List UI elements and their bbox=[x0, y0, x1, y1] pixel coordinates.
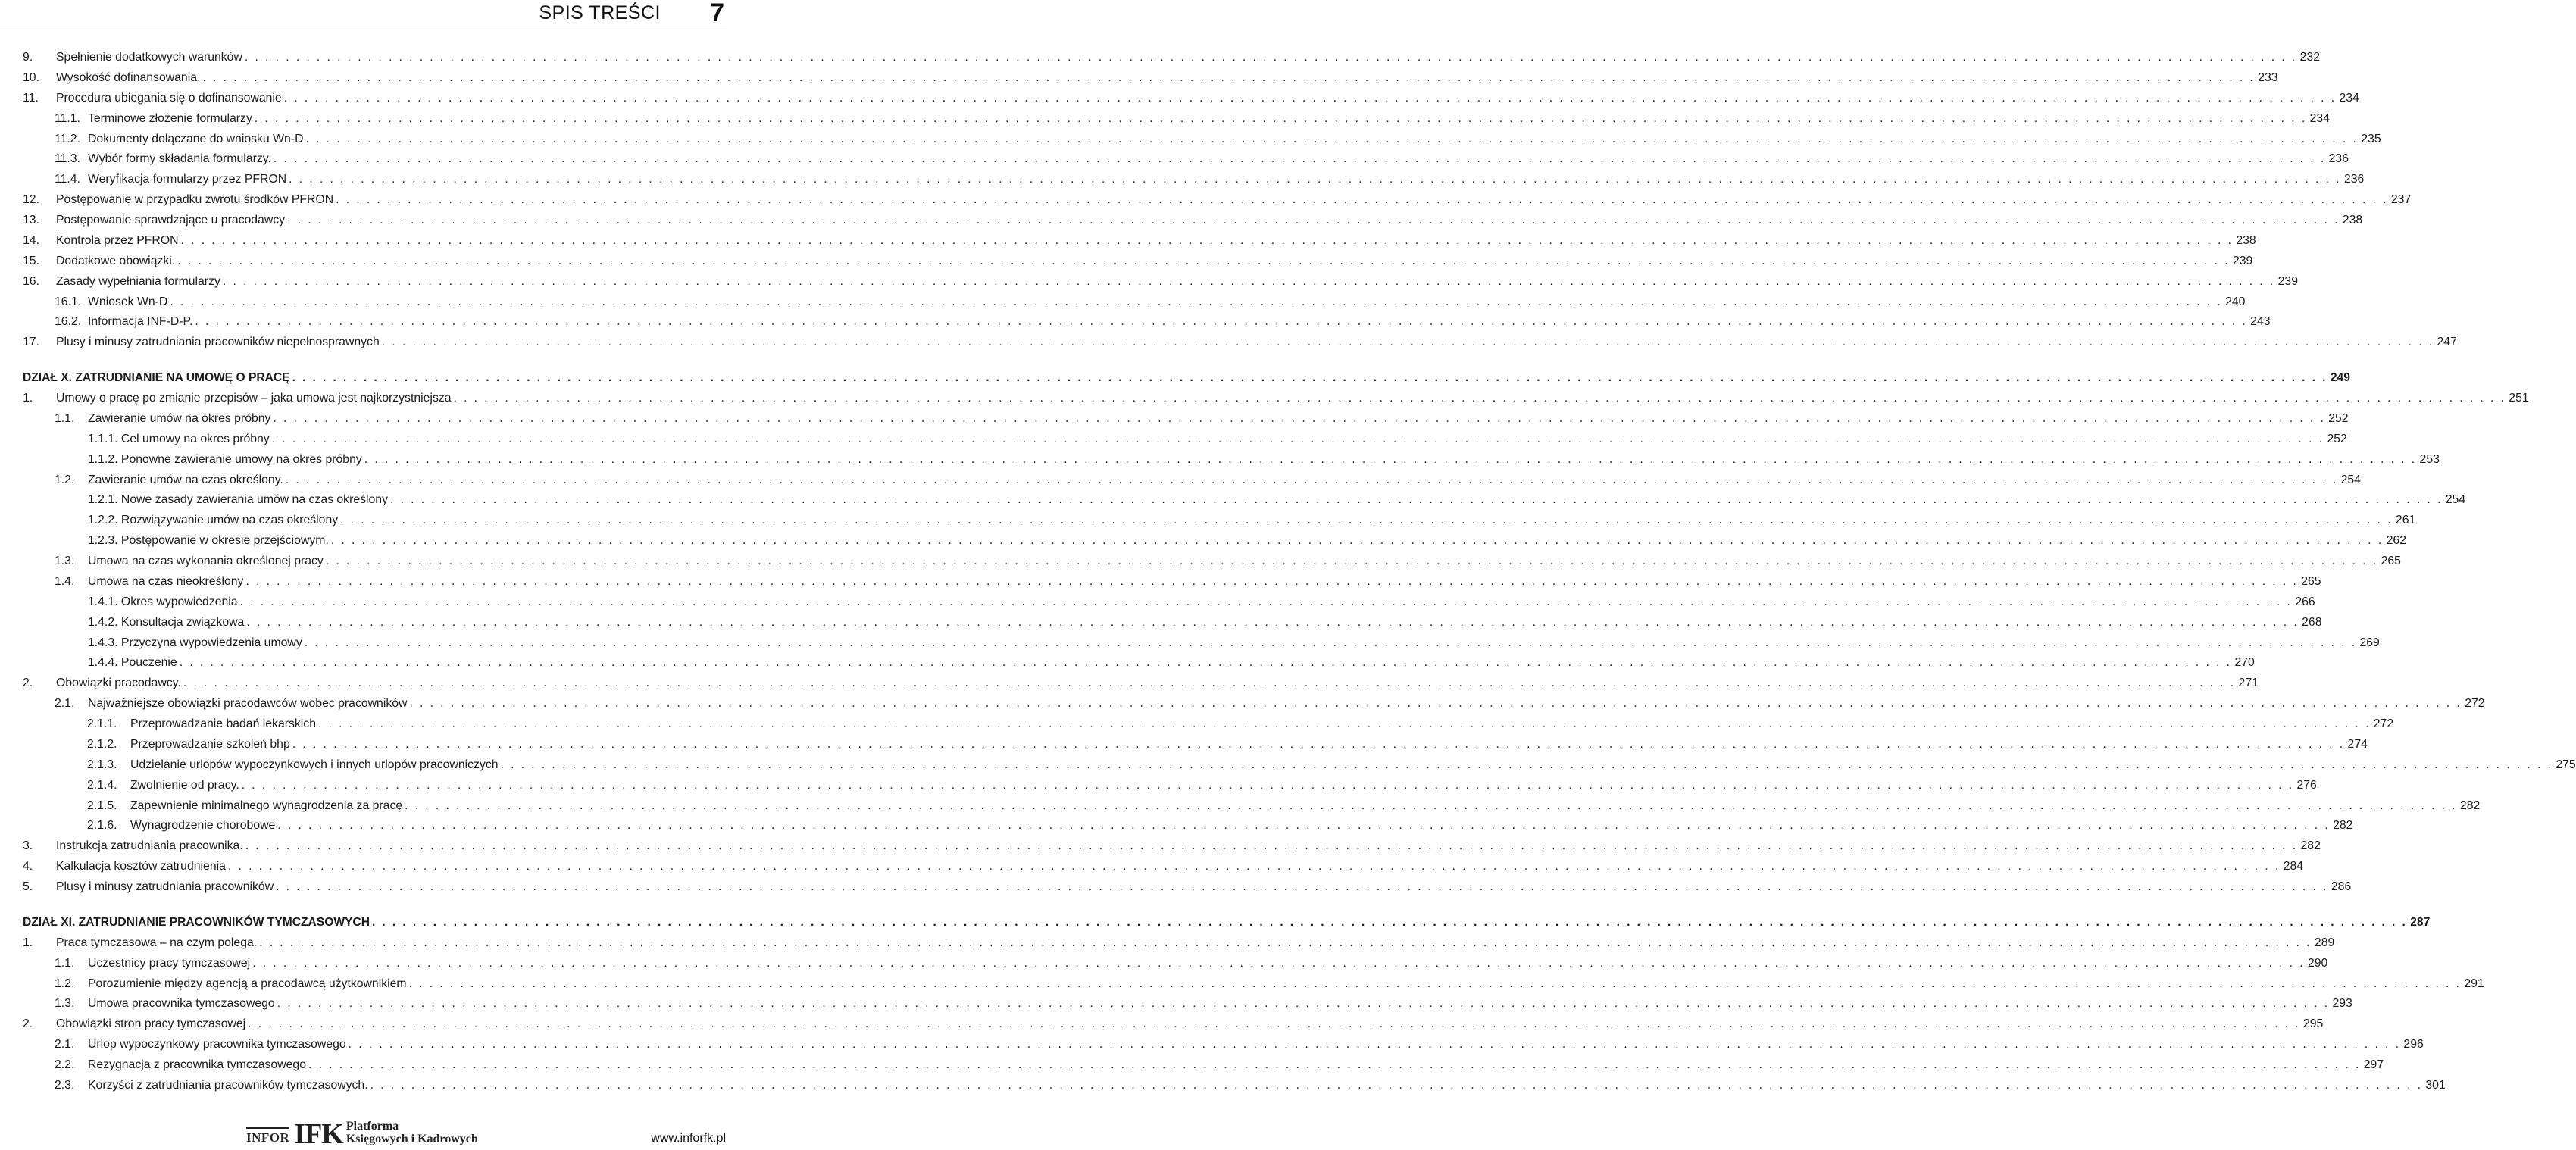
dot-leader: . . . . . . . . . . . . . . . . . . . . . . . . . . . . . . . . . . . . . . . . . . . . . . . . . . . . . . . . . . . . . . . . . . . . . . . . . . . . . . . . . . . . . . . . . . . . . . . . . . . . . . . . . . . . . . . . . . . . . . . . . . . . . . . . . . . . . . . . . . . . . . . . . . . . . . . . . . . . . . . . . . . . . . . . . . . . . . . . . . . . . . . . . . . . . . . . . . . . . . . . bbox=[285, 473, 2338, 486]
toc-entry-number: 14. bbox=[23, 233, 39, 247]
toc-page-number: 293 bbox=[2332, 997, 2352, 1011]
dot-leader: . . . . . . . . . . . . . . . . . . . . . . . . . . . . . . . . . . . . . . . . . . . . . . . . . . . . . . . . . . . . . . . . . . . . . . . . . . . . . . . . . . . . . . . . . . . . . . . . . . . . . . . . . . . . . . . . . . . . . . . . . . . . . . . . . . . . . . . . . . . . . . . . . . . . . . . . . . . . . . . . . . . . . . . . . . . . . . . . . . . . . . . . . . . . . . . . . . . . . . . . bbox=[409, 697, 2462, 711]
dot-leader: . . . . . . . . . . . . . . . . . . . . . . . . . . . . . . . . . . . . . . . . . . . . . . . . . . . . . . . . . . . . . . . . . . . . . . . . . . . . . . . . . . . . . . . . . . . . . . . . . . . . . . . . . . . . . . . . . . . . . . . . . . . . . . . . . . . . . . . . . . . . . . . . . . . . . . . . . . . . . . . . . . . . . . . . . . . . . . . . . . . . . . . . . . . . . . . . . . . . . . . . bbox=[245, 574, 2299, 588]
toc-entry-title: Weryfikacja formularzy przez PFRON bbox=[88, 173, 287, 186]
toc-page-number: 272 bbox=[2373, 717, 2394, 730]
toc-entry-title: Wybór formy składania formularzy. bbox=[88, 152, 271, 166]
toc-page-number: 236 bbox=[2343, 173, 2365, 186]
toc-entry-number: 2.1.6. bbox=[87, 819, 117, 833]
toc-entry-number: 1.2. bbox=[55, 977, 75, 990]
toc-entry[interactable] bbox=[23, 531, 2406, 552]
toc-page-number: 252 bbox=[2327, 432, 2347, 445]
toc-entry-title: Wynagrodzenie chorobowe bbox=[130, 819, 276, 833]
toc-entry[interactable] bbox=[23, 292, 2246, 313]
toc-entry-title: Przeprowadzanie szkoleń bhp bbox=[130, 737, 290, 751]
toc-entry[interactable] bbox=[23, 613, 2322, 633]
toc-entry-title: Kalkulacja kosztów zatrudnienia bbox=[56, 860, 226, 873]
toc-entry-title: Umowy o pracę po zmianie przepisów – jaka umowa jest najkorzystniejsza bbox=[56, 392, 452, 405]
dot-leader: . . . . . . . . . . . . . . . . . . . . . . . . . . . . . . . . . . . . . . . . . . . . . . . . . . . . . . . . . . . . . . . . . . . . . . . . . . . . . . . . . . . . . . . . . . . . . . . . . . . . . . . . . . . . . . . . . . . . . . . . . . . . . . . . . . . . . . . . . . . . . . . . . . . . . . . . . . . . . . . . . . . . . . . . . . . . . . . . . . . . . . . . . . . . . . . . . . . . . . . . bbox=[336, 193, 2388, 207]
dot-leader: . . . . . . . . . . . . . . . . . . . . . . . . . . . . . . . . . . . . . . . . . . . . . . . . . . . . . . . . . . . . . . . . . . . . . . . . . . . . . . . . . . . . . . . . . . . . . . . . . . . . . . . . . . . . . . . . . . . . . . . . . . . . . . . . . . . . . . . . . . . . . . . . . . . . . . . . . . . . . . . . . . . . . . . . . . . . . . . . . . . . . . . . . . . . . . . . . . . . . . . . bbox=[195, 315, 2248, 329]
dot-leader: . . . . . . . . . . . . . . . . . . . . . . . . . . . . . . . . . . . . . . . . . . . . . . . . . . . . . . . . . . . . . . . . . . . . . . . . . . . . . . . . . . . . . . . . . . . . . . . . . . . . . . . . . . . . . . . . . . . . . . . . . . . . . . . . . . . . . . . . . . . . . . . . . . . . . . . . . . . . . . . . . . . . . . . . . . . . . . . . . . . . . . . . . . . . . . . . . . . . . . . . bbox=[227, 860, 2281, 873]
toc-page-number: 276 bbox=[2296, 778, 2317, 792]
dot-leader: . . . . . . . . . . . . . . . . . . . . . . . . . . . . . . . . . . . . . . . . . . . . . . . . . . . . . . . . . . . . . . . . . . . . . . . . . . . . . . . . . . . . . . . . . . . . . . . . . . . . . . . . . . . . . . . . . . . . . . . . . . . . . . . . . . . . . . . . . . . . . . . . . . . . . . . . . . . . . . . . . . . . . . . . . . . . . . . . . . . . . . . . . . . . . . . . . . . . . . . . bbox=[170, 295, 2223, 308]
toc-entry-number: 2.3. bbox=[55, 1078, 75, 1092]
dot-leader: . . . . . . . . . . . . . . . . . . . . . . . . . . . . . . . . . . . . . . . . . . . . . . . . . . . . . . . . . . . . . . . . . . . . . . . . . . . . . . . . . . . . . . . . . . . . . . . . . . . . . . . . . . . . . . . . . . . . . . . . . . . . . . . . . . . . . . . . . . . . . . . . . . . . . . . . . . . . . . . . . . . . . . . . . . . . . . . . . . . . . . . . . . . . . . . . . . . . . . . . bbox=[246, 615, 2299, 629]
toc-entry-number: 2.1.1. bbox=[87, 717, 117, 730]
toc-entry-number: 2. bbox=[23, 677, 33, 690]
toc-page-number: 252 bbox=[2328, 411, 2349, 425]
toc-entry-title: Praca tymczasowa – na czym polega. bbox=[56, 936, 258, 949]
toc-entry-title: Obowiązki pracodawcy. bbox=[56, 677, 181, 690]
toc-page-number: 238 bbox=[2342, 214, 2363, 227]
toc-page-number: 262 bbox=[2386, 534, 2406, 548]
toc-page-number: 239 bbox=[2277, 274, 2298, 288]
toc-entry-title: Kontrola przez PFRON bbox=[56, 233, 179, 247]
dot-leader: . . . . . . . . . . . . . . . . . . . . . . . . . . . . . . . . . . . . . . . . . . . . . . . . . . . . . . . . . . . . . . . . . . . . . . . . . . . . . . . . . . . . . . . . . . . . . . . . . . . . . . . . . . . . . . . . . . . . . . . . . . . . . . . . . . . . . . . . . . . . . . . . . . . . . . . . . . . . . . . . . . . . . . . . . . . . . . . . . . . . . . . . . . . . . . . . . . . . . . . . bbox=[318, 717, 2371, 730]
dot-leader: . . . . . . . . . . . . . . . . . . . . . . . . . . . . . . . . . . . . . . . . . . . . . . . . . . . . . . . . . . . . . . . . . . . . . . . . . . . . . . . . . . . . . . . . . . . . . . . . . . . . . . . . . . . . . . . . . . . . . . . . . . . . . . . . . . . . . . . . . . . . . . . . . . . . . . . . . . . . . . . . . . . . . . . . . . . . . . . . . . . . . . . . . . . . . . . . . . . . . . . . bbox=[177, 254, 2230, 267]
toc-page-number: 253 bbox=[2419, 452, 2440, 466]
toc-entry-number: 11.4. bbox=[55, 173, 80, 186]
toc-page-number: 235 bbox=[2361, 132, 2381, 145]
dot-leader: . . . . . . . . . . . . . . . . . . . . . . . . . . . . . . . . . . . . . . . . . . . . . . . . . . . . . . . . . . . . . . . . . . . . . . . . . . . . . . . . . . . . . . . . . . . . . . . . . . . . . . . . . . . . . . . . . . . . . . . . . . . . . . . . . . . . . . . . . . . . . . . . . . . . . . . . . . . . . . . . . . . . . . . . . . . . . . . . . . . . . . . . . . . . . . . . . . . . . . . . bbox=[390, 493, 2443, 507]
toc-page-number: 236 bbox=[2328, 152, 2349, 166]
toc-entry-title: Zasady wypełniania formularzy bbox=[56, 274, 220, 288]
toc-entry[interactable] bbox=[23, 312, 2271, 333]
toc-entry-number: 4. bbox=[23, 860, 33, 873]
toc-entry-title: Umowa na czas nieokreślony bbox=[88, 574, 244, 588]
toc-page-number: 295 bbox=[2302, 1017, 2324, 1031]
dot-leader: . . . . . . . . . . . . . . . . . . . . . . . . . . . . . . . . . . . . . . . . . . . . . . . . . . . . . . . . . . . . . . . . . . . . . . . . . . . . . . . . . . . . . . . . . . . . . . . . . . . . . . . . . . . . . . . . . . . . . . . . . . . . . . . . . . . . . . . . . . . . . . . . . . . . . . . . . . . . . . . . . . . . . . . . . . . . . . . . . . . . . . . . . . . . . . . . . . . . . . . . bbox=[245, 839, 2298, 853]
toc-group-1 bbox=[23, 48, 2457, 353]
toc-entry-number: 11.1. bbox=[55, 111, 80, 125]
page-number: 7 bbox=[710, 0, 724, 27]
toc-entry-title: Dodatkowe obowiązki. bbox=[56, 254, 176, 267]
toc-entry[interactable] bbox=[23, 974, 2484, 995]
dot-leader: . . . . . . . . . . . . . . . . . . . . . . . . . . . . . . . . . . . . . . . . . . . . . . . . . . . . . . . . . . . . . . . . . . . . . . . . . . . . . . . . . . . . . . . . . . . . . . . . . . . . . . . . . . . . . . . . . . . . . . . . . . . . . . . . . . . . . . . . . . . . . . . . . . . . . . . . . . . . . . . . . . . . . . . . . . . . . . . . . . . . . . . . . . . . . . . . . . . . . . . . bbox=[283, 91, 2337, 105]
toc-entry-title: Postępowanie w przypadku zwrotu środków PFRON bbox=[56, 193, 334, 207]
dot-leader: . . . . . . . . . . . . . . . . . . . . . . . . . . . . . . . . . . . . . . . . . . . . . . . . . . . . . . . . . . . . . . . . . . . . . . . . . . . . . . . . . . . . . . . . . . . . . . . . . . . . . . . . . . . . . . . . . . . . . . . . . . . . . . . . . . . . . . . . . . . . . . . . . . . . . . . . . . . . . . . . . . . . . . . . . . . . . . . . . . . . . . . . . . . . . . . . . . . . . . . . bbox=[241, 778, 2294, 792]
toc-page-number: 287 bbox=[2410, 915, 2431, 929]
dot-leader: . . . . . . . . . . . . . . . . . . . . . . . . . . . . . . . . . . . . . . . . . . . . . . . . . . . . . . . . . . . . . . . . . . . . . . . . . . . . . . . . . . . . . . . . . . . . . . . . . . . . . . . . . . . . . . . . . . . . . . . . . . . . . . . . . . . . . . . . . . . . . . . . . . . . . . . . . . . . . . . . . . . . . . . . . . . . . . . . . . . . . . . . . . . . . . . . . . . . . . . . bbox=[277, 819, 2331, 833]
toc-entry-number: 11. bbox=[23, 91, 39, 105]
toc-entry-number: 16. bbox=[23, 274, 39, 288]
toc-entry-number: 9. bbox=[23, 51, 33, 64]
toc-entry-title: Terminowe złożenie formularzy bbox=[88, 111, 252, 125]
toc-page-number: 270 bbox=[2234, 656, 2255, 670]
toc-entry-number: 1.1. bbox=[55, 956, 75, 970]
toc-page-number: 238 bbox=[2236, 233, 2256, 247]
toc-entry[interactable] bbox=[23, 170, 2365, 190]
dot-leader: . . . . . . . . . . . . . . . . . . . . . . . . . . . . . . . . . . . . . . . . . . . . . . . . . . . . . . . . . . . . . . . . . . . . . . . . . . . . . . . . . . . . . . . . . . . . . . . . . . . . . . . . . . . . . . . . . . . . . . . . . . . . . . . . . . . . . . . . . . . . . . . . . . . . . . . . . . . . . . . . . . . . . . . . . . . . . . . . . . . . . . . . . . . . . . . . . . . . . . . . bbox=[305, 132, 2359, 145]
toc-entry-title: 1.4.4. Pouczenie bbox=[88, 656, 177, 670]
dot-leader: . . . . . . . . . . . . . . . . . . . . . . . . . . . . . . . . . . . . . . . . . . . . . . . . . . . . . . . . . . . . . . . . . . . . . . . . . . . . . . . . . . . . . . . . . . . . . . . . . . . . . . . . . . . . . . . . . . . . . . . . . . . . . . . . . . . . . . . . . . . . . . . . . . . . . . . . . . . . . . . . . . . . . . . . . . . . . . . . . . . . . . . . . . . . . . . . . . . . . . . . bbox=[330, 534, 2384, 548]
toc-entry-title: Dokumenty dołączane do wniosku Wn-D bbox=[88, 132, 304, 145]
platform-logo-text bbox=[346, 1120, 478, 1145]
toc-page-number: 265 bbox=[2301, 574, 2321, 588]
toc-entry-title: 1.4.3. Przyczyna wypowiedzenia umowy bbox=[88, 636, 302, 649]
dot-leader: . . . . . . . . . . . . . . . . . . . . . . . . . . . . . . . . . . . . . . . . . . . . . . . . . . . . . . . . . . . . . . . . . . . . . . . . . . . . . . . . . . . . . . . . . . . . . . . . . . . . . . . . . . . . . . . . . . . . . . . . . . . . . . . . . . . . . . . . . . . . . . . . . . . . . . . . . . . . . . . . . . . . . . . . . . . . . . . . . . . . . . . . . . . . . . . . . . . . . . . . bbox=[381, 336, 2434, 349]
dot-leader: . . . . . . . . . . . . . . . . . . . . . . . . . . . . . . . . . . . . . . . . . . . . . . . . . . . . . . . . . . . . . . . . . . . . . . . . . . . . . . . . . . . . . . . . . . . . . . . . . . . . . . . . . . . . . . . . . . . . . . . . . . . . . . . . . . . . . . . . . . . . . . . . . . . . . . . . . . . . . . . . . . . . . . . . . . . . . . . . . . . . . . . . . . . . . . . . . . . . . . . . bbox=[271, 432, 2324, 445]
ifk-logo: IFK bbox=[294, 1118, 343, 1150]
toc-page-number: 233 bbox=[2258, 70, 2278, 84]
toc-entry-number: 1.2. bbox=[55, 473, 75, 486]
dot-leader: . . . . . . . . . . . . . . . . . . . . . . . . . . . . . . . . . . . . . . . . . . . . . . . . . . . . . . . . . . . . . . . . . . . . . . . . . . . . . . . . . . . . . . . . . . . . . . . . . . . . . . . . . . . . . . . . . . . . . . . . . . . . . . . . . . . . . . . . . . . . . . . . . . . . . . . . . . . . . . . . . . . . . . . . . . . . . . . . . . . . . . . . . . . . . . . . . . . . . . . . bbox=[292, 371, 2327, 385]
toc-entry[interactable] bbox=[23, 1014, 2324, 1035]
dot-leader: . . . . . . . . . . . . . . . . . . . . . . . . . . . . . . . . . . . . . . . . . . . . . . . . . . . . . . . . . . . . . . . . . . . . . . . . . . . . . . . . . . . . . . . . . . . . . . . . . . . . . . . . . . . . . . . . . . . . . . . . . . . . . . . . . . . . . . . . . . . . . . . . . . . . . . . . . . . . . . . . . . . . . . . . . . . . . . . . . . . . . . . . . . . . . . . . . . . . . . . . bbox=[259, 936, 2312, 949]
toc-entry-number: 2.1.2. bbox=[87, 737, 117, 751]
toc-entry-title: Udzielanie urlopów wypoczynkowych i innych urlopów pracowniczych bbox=[130, 758, 499, 771]
toc-part-heading[interactable] bbox=[23, 913, 2431, 933]
toc-group-3 bbox=[23, 913, 2484, 1096]
toc-entry-number: 2.1.3. bbox=[87, 758, 117, 771]
toc-entry-title: Zawieranie umów na okres próbny bbox=[88, 411, 271, 425]
toc-entry[interactable] bbox=[23, 109, 2330, 130]
toc-entry-number: 2.1.5. bbox=[87, 798, 117, 812]
dot-leader: . . . . . . . . . . . . . . . . . . . . . . . . . . . . . . . . . . . . . . . . . . . . . . . . . . . . . . . . . . . . . . . . . . . . . . . . . . . . . . . . . . . . . . . . . . . . . . . . . . . . . . . . . . . . . . . . . . . . . . . . . . . . . . . . . . . . . . . . . . . . . . . . . . . . . . . . . . . . . . . . . . . . . . . . . . . . . . . . . . . . . . . . . . . . . . . . . . . . . . . . bbox=[287, 214, 2340, 227]
dot-leader: . . . . . . . . . . . . . . . . . . . . . . . . . . . . . . . . . . . . . . . . . . . . . . . . . . . . . . . . . . . . . . . . . . . . . . . . . . . . . . . . . . . . . . . . . . . . . . . . . . . . . . . . . . . . . . . . . . . . . . . . . . . . . . . . . . . . . . . . . . . . . . . . . . . . . . . . . . . . . . . . . . . . . . . . . . . . . . . . . . . . . . . . . . . . . . . . . . . . . . . . bbox=[273, 411, 2326, 425]
toc-entry-number: 1. bbox=[23, 936, 33, 949]
section-title: SPIS TREŚCI bbox=[539, 2, 661, 23]
toc-entry[interactable] bbox=[23, 796, 2481, 817]
toc-entry-number: 17. bbox=[23, 336, 39, 349]
toc-page-number: 290 bbox=[2307, 956, 2328, 970]
dot-leader: . . . . . . . . . . . . . . . . . . . . . . . . . . . . . . . . . . . . . . . . . . . . . . . . . . . . . . . . . . . . . . . . . . . . . . . . . . . . . . . . . . . . . . . . . . . . . . . . . . . . . . . . . . . . . . . . . . . . . . . . . . . . . . . . . . . . . . . . . . . . . . . . . . . . . . . . . . . . . . . . . . . . . . . . . . . . . . . . . . . . . . . . . . . . . . . . . . . . . . . . bbox=[244, 51, 2297, 64]
dot-leader: . . . . . . . . . . . . . . . . . . . . . . . . . . . . . . . . . . . . . . . . . . . . . . . . . . . . . . . . . . . . . . . . . . . . . . . . . . . . . . . . . . . . . . . . . . . . . . . . . . . . . . . . . . . . . . . . . . . . . . . . . . . . . . . . . . . . . . . . . . . . . . . . . . . . . . . . . . . . . . . . . . . . . . . . . . . . . . . . . . . . . . . . . . . . . . . . . . . . . . . . bbox=[180, 233, 2234, 247]
toc-page-number: 266 bbox=[2295, 595, 2315, 608]
toc-page-number: 282 bbox=[2459, 798, 2481, 812]
toc-entry[interactable] bbox=[23, 252, 2253, 272]
toc-entry-title: 1.1.1. Cel umowy na okres próbny bbox=[88, 432, 270, 445]
dot-leader: . . . . . . . . . . . . . . . . . . . . . . . . . . . . . . . . . . . . . . . . . . . . . . . . . . . . . . . . . . . . . . . . . . . . . . . . . . . . . . . . . . . . . . . . . . . . . . . . . . . . . . . . . . . . . . . . . . . . . . . . . . . . . . . . . . . . . . . . . . . . . . . . . . . . . . . . . . . . . . . . . . . . . . . . . . . . . . . . . . . . . . . . . . . . . . . . . . . . . . . . bbox=[289, 173, 2341, 186]
toc-entry-number: 12. bbox=[23, 193, 39, 207]
section-gap bbox=[23, 353, 722, 368]
toc-page-number: 268 bbox=[2302, 615, 2322, 629]
toc-page-number: 297 bbox=[2363, 1058, 2384, 1071]
toc-entry[interactable] bbox=[23, 68, 2278, 89]
toc-entry-title: Instrukcja zatrudniania pracownika. bbox=[56, 839, 243, 853]
toc-entry-title: Urlop wypoczynkowy pracownika tymczasowego bbox=[88, 1038, 346, 1052]
toc-entry-number: 1. bbox=[23, 392, 33, 405]
dot-leader: . . . . . . . . . . . . . . . . . . . . . . . . . . . . . . . . . . . . . . . . . . . . . . . . . . . . . . . . . . . . . . . . . . . . . . . . . . . . . . . . . . . . . . . . . . . . . . . . . . . . . . . . . . . . . . . . . . . . . . . . . . . . . . . . . . . . . . . . . . . . . . . . . . . . . . . . . . . . . . . . . . . . . . . . . . . . . . . . . . . . . . . . . . . . . . . . . . . . . . . . bbox=[453, 392, 2506, 405]
toc-entry-title: 1.4.2. Konsultacja związkowa bbox=[88, 615, 245, 629]
toc-page-number: 271 bbox=[2238, 677, 2259, 690]
toc-entry[interactable] bbox=[23, 735, 2368, 755]
toc-entry[interactable] bbox=[23, 231, 2256, 252]
dot-leader: . . . . . . . . . . . . . . . . . . . . . . . . . . . . . . . . . . . . . . . . . . . . . . . . . . . . . . . . . . . . . . . . . . . . . . . . . . . . . . . . . . . . . . . . . . . . . . . . . . . . . . . . . . . . . . . . . . . . . . . . . . . . . . . . . . . . . . . . . . . . . . . . . . . . . . . . . . . . . . . . . . . . . . . . . . . . . . . . . . . . . . . . . . . . . . . . . . . . . . . . bbox=[325, 555, 2378, 567]
dot-leader: . . . . . . . . . . . . . . . . . . . . . . . . . . . . . . . . . . . . . . . . . . . . . . . . . . . . . . . . . . . . . . . . . . . . . . . . . . . . . . . . . . . . . . . . . . . . . . . . . . . . . . . . . . . . . . . . . . . . . . . . . . . . . . . . . . . . . . . . . . . . . . . . . . . . . . . . . . . . . . . . . . . . . . . . . . . . . . . . . . . . . . . . . . . . . . . . . . . . . . . . bbox=[292, 737, 2345, 751]
toc-entry[interactable] bbox=[23, 755, 2576, 776]
toc-entry-number: 2.2. bbox=[55, 1058, 75, 1071]
toc-page-number: 289 bbox=[2314, 936, 2335, 949]
toc-entry-number: 2.1.4. bbox=[87, 778, 117, 792]
toc-entry-title: Uczestnicy pracy tymczasowej bbox=[88, 956, 251, 970]
toc-page-number: 269 bbox=[2359, 636, 2380, 649]
dot-leader: . . . . . . . . . . . . . . . . . . . . . . . . . . . . . . . . . . . . . . . . . . . . . . . . . . . . . . . . . . . . . . . . . . . . . . . . . . . . . . . . . . . . . . . . . . . . . . . . . . . . . . . . . . . . . . . . . . . . . . . . . . . . . . . . . . . . . . . . . . . . . . . . . . . . . . . . . . . . . . . . . . . . . . . . . . . . . . . . . . . . . . . . . . . . . . . . . . . . . . . . bbox=[348, 1038, 2401, 1052]
toc-page-number: 282 bbox=[2333, 819, 2353, 833]
toc-entry-number: 2.1. bbox=[55, 1038, 75, 1052]
toc-entry[interactable] bbox=[23, 776, 2317, 796]
toc-entry[interactable] bbox=[23, 1055, 2384, 1076]
toc-entry[interactable] bbox=[23, 470, 2361, 491]
toc-entry[interactable] bbox=[23, 954, 2328, 974]
toc-entry[interactable] bbox=[23, 409, 2349, 430]
toc-entry-title: DZIAŁ X. ZATRUDNIANIE NA UMOWĘ O PRACĘ bbox=[23, 371, 290, 385]
toc-entry[interactable] bbox=[23, 933, 2335, 954]
toc-entry[interactable] bbox=[23, 272, 2298, 292]
toc-page-number: 234 bbox=[2339, 91, 2359, 105]
toc-entry-title: Spełnienie dodatkowych warunków bbox=[56, 51, 242, 64]
toc-page-number: 239 bbox=[2232, 254, 2253, 267]
toc-entry-title: Przeprowadzanie badań lekarskich bbox=[130, 717, 316, 730]
dot-leader: . . . . . . . . . . . . . . . . . . . . . . . . . . . . . . . . . . . . . . . . . . . . . . . . . . . . . . . . . . . . . . . . . . . . . . . . . . . . . . . . . . . . . . . . . . . . . . . . . . . . . . . . . . . . . . . . . . . . . . . . . . . . . . . . . . . . . . . . . . . . . . . . . . . . . . . . . . . . . . . . . . . . . . . . . . . . . . . . . . . . . . . . . . . . . . . . . . . . . . . . bbox=[248, 1017, 2300, 1031]
toc-entry-number: 2. bbox=[23, 1017, 33, 1031]
dot-leader: . . . . . . . . . . . . . . . . . . . . . . . . . . . . . . . . . . . . . . . . . . . . . . . . . . . . . . . . . . . . . . . . . . . . . . . . . . . . . . . . . . . . . . . . . . . . . . . . . . . . . . . . . . . . . . . . . . . . . . . . . . . . . . . . . . . . . . . . . . . . . . . . . . . . . . . . . . . . . . . . . . . . . . . . . . . . . . . . . . . . . . . . . . . . . . . . . . . . . . . . bbox=[222, 274, 2275, 288]
toc-entry-title: Postępowanie sprawdzające u pracodawcy bbox=[56, 214, 286, 227]
toc-page-number: 286 bbox=[2331, 880, 2352, 893]
toc-entry-title: 1.2.1. Nowe zasady zawierania umów na czas określony bbox=[88, 493, 388, 507]
platform-line-2: Księgowych i Kadrowych bbox=[345, 1133, 478, 1145]
toc-entry-title: Korzyści z zatrudniania pracowników tymczasowych. bbox=[88, 1078, 368, 1092]
toc-entry-title: Zapewnienie minimalnego wynagrodzenia za pracę bbox=[130, 798, 403, 812]
toc-entry-title: 1.2.3. Postępowanie w okresie przejściowym. bbox=[88, 534, 329, 548]
toc-entry-number: 3. bbox=[23, 839, 33, 853]
toc-page-number: 274 bbox=[2347, 737, 2368, 751]
toc-entry-title: Wysokość dofinansowania. bbox=[56, 70, 201, 84]
toc-entry-number: 5. bbox=[23, 880, 33, 893]
toc-entry[interactable] bbox=[23, 572, 2321, 592]
toc-entry-title: DZIAŁ XI. ZATRUDNIANIE PRACOWNIKÓW TYMCZASOWYCH bbox=[23, 915, 370, 929]
dot-leader: . . . . . . . . . . . . . . . . . . . . . . . . . . . . . . . . . . . . . . . . . . . . . . . . . . . . . . . . . . . . . . . . . . . . . . . . . . . . . . . . . . . . . . . . . . . . . . . . . . . . . . . . . . . . . . . . . . . . . . . . . . . . . . . . . . . . . . . . . . . . . . . . . . . . . . . . . . . . . . . . . . . . . . . . . . . . . . . . . . . . . . . . . . . . . . . . . . . . . . . . bbox=[183, 677, 2236, 690]
toc-page-number: 284 bbox=[2283, 860, 2304, 873]
toc-entry[interactable] bbox=[23, 149, 2349, 170]
toc-page-number: 272 bbox=[2465, 697, 2485, 711]
dot-leader: . . . . . . . . . . . . . . . . . . . . . . . . . . . . . . . . . . . . . . . . . . . . . . . . . . . . . . . . . . . . . . . . . . . . . . . . . . . . . . . . . . . . . . . . . . . . . . . . . . . . . . . . . . . . . . . . . . . . . . . . . . . . . . . . . . . . . . . . . . . . . . . . . . . . . . . . . . . . . . . . . . . . . . . . . . . . . . . . . . . . . . . . . . . . . . . . . . . . . . . . bbox=[276, 880, 2328, 893]
toc-entry-number: 16.2. bbox=[55, 315, 82, 329]
toc-entry-title: 1.2.2. Rozwiązywanie umów na czas określony bbox=[88, 514, 339, 527]
toc-entry[interactable] bbox=[23, 430, 2347, 450]
toc-entry[interactable] bbox=[23, 190, 2412, 211]
toc-entry-number: 11.2. bbox=[55, 132, 80, 145]
toc-entry-number: 2.1. bbox=[55, 697, 75, 711]
toc-entry[interactable] bbox=[23, 552, 2401, 572]
toc-entry-title: Plusy i minusy zatrudniania pracowników bbox=[56, 880, 274, 893]
toc-entry[interactable] bbox=[23, 1035, 2424, 1055]
toc-page-number: 232 bbox=[2299, 51, 2321, 64]
toc-part-heading[interactable] bbox=[23, 368, 2350, 389]
toc-entry-number: 10. bbox=[23, 70, 39, 84]
toc-entry[interactable] bbox=[23, 694, 2485, 714]
toc-page-number: 254 bbox=[2445, 493, 2466, 507]
dot-leader: . . . . . . . . . . . . . . . . . . . . . . . . . . . . . . . . . . . . . . . . . . . . . . . . . . . . . . . . . . . . . . . . . . . . . . . . . . . . . . . . . . . . . . . . . . . . . . . . . . . . . . . . . . . . . . . . . . . . . . . . . . . . . . . . . . . . . . . . . . . . . . . . . . . . . . . . . . . . . . . . . . . . . . . . . . . . . . . . . . . . . . . . . . . . . . . . . . . . . . . . bbox=[364, 452, 2417, 466]
toc-entry-title: Zwolnienie od pracy. bbox=[130, 778, 239, 792]
toc-entry[interactable] bbox=[23, 490, 2466, 511]
toc-entry-title: Informacja INF-D-P. bbox=[88, 315, 193, 329]
toc-entry[interactable] bbox=[23, 673, 2259, 694]
toc-entry-title: Rezygnacja z pracownika tymczasowego bbox=[88, 1058, 306, 1071]
dot-leader: . . . . . . . . . . . . . . . . . . . . . . . . . . . . . . . . . . . . . . . . . . . . . . . . . . . . . . . . . . . . . . . . . . . . . . . . . . . . . . . . . . . . . . . . . . . . . . . . . . . . . . . . . . . . . . . . . . . . . . . . . . . . . . . . . . . . . . . . . . . . . . . . . . . . . . . . . . . . . . . . . . . . . . . . . . . . . . . . . . . . . . . . . . . . . . . . . . . . . . . . bbox=[408, 977, 2462, 990]
infor-logo-text: INFOR bbox=[246, 1130, 290, 1145]
dot-leader: . . . . . . . . . . . . . . . . . . . . . . . . . . . . . . . . . . . . . . . . . . . . . . . . . . . . . . . . . . . . . . . . . . . . . . . . . . . . . . . . . . . . . . . . . . . . . . . . . . . . . . . . . . . . . . . . . . . . . . . . . . . . . . . . . . . . . . . . . . . . . . . . . . . . . . . . . . . . . . . . . . . . . . . . . . . . . . . . . . . . . . . . . . . . . . . . . . . . . . . . bbox=[252, 956, 2305, 970]
toc-entry-title: Plusy i minusy zatrudniania pracowników niepełnosprawnych bbox=[56, 336, 380, 349]
toc-entry-title: 1.4.1. Okres wypowiedzenia bbox=[88, 595, 238, 608]
toc-entry[interactable] bbox=[23, 450, 2440, 470]
toc-entry[interactable] bbox=[23, 633, 2380, 654]
toc-entry-title: 1.1.2. Ponowne zawieranie umowy na okres próbny bbox=[88, 452, 362, 466]
toc-entry-title: Procedura ubiegania się o dofinansowanie bbox=[56, 91, 282, 105]
toc-entry-number: 11.3. bbox=[55, 152, 80, 166]
toc-entry-number: 1.4. bbox=[55, 574, 75, 588]
toc-entry[interactable] bbox=[23, 89, 2359, 109]
dot-leader: . . . . . . . . . . . . . . . . . . . . . . . . . . . . . . . . . . . . . . . . . . . . . . . . . . . . . . . . . . . . . . . . . . . . . . . . . . . . . . . . . . . . . . . . . . . . . . . . . . . . . . . . . . . . . . . . . . . . . . . . . . . . . . . . . . . . . . . . . . . . . . . . . . . . . . . . . . . . . . . . . . . . . . . . . . . . . . . . . . . . . . . . . . . . . . . . . . . . . . . . bbox=[273, 152, 2326, 166]
dot-leader: . . . . . . . . . . . . . . . . . . . . . . . . . . . . . . . . . . . . . . . . . . . . . . . . . . . . . . . . . . . . . . . . . . . . . . . . . . . . . . . . . . . . . . . . . . . . . . . . . . . . . . . . . . . . . . . . . . . . . . . . . . . . . . . . . . . . . . . . . . . . . . . . . . . . . . . . . . . . . . . . . . . . . . . . . . . . . . . . . . . . . . . . . . . . . . . . . . . . . . . . bbox=[254, 111, 2307, 125]
toc-page-number: 243 bbox=[2250, 315, 2271, 329]
dot-leader: . . . . . . . . . . . . . . . . . . . . . . . . . . . . . . . . . . . . . . . . . . . . . . . . . . . . . . . . . . . . . . . . . . . . . . . . . . . . . . . . . . . . . . . . . . . . . . . . . . . . . . . . . . . . . . . . . . . . . . . . . . . . . . . . . . . . . . . . . . . . . . . . . . . . . . . . . . . . . . . . . . . . . . . . . . . . . . . . . . . . . . . . . . . . . . . . . . . . . . . . bbox=[308, 1058, 2361, 1071]
toc-entry[interactable] bbox=[23, 333, 2457, 353]
section-gap bbox=[23, 898, 722, 913]
toc-entry[interactable] bbox=[23, 511, 2416, 531]
toc-entry-title: Zawieranie umów na czas określony. bbox=[88, 473, 283, 486]
toc-page-number: 301 bbox=[2425, 1078, 2446, 1092]
dot-leader: . . . . . . . . . . . . . . . . . . . . . . . . . . . . . . . . . . . . . . . . . . . . . . . . . . . . . . . . . . . . . . . . . . . . . . . . . . . . . . . . . . . . . . . . . . . . . . . . . . . . . . . . . . . . . . . . . . . . . . . . . . . . . . . . . . . . . . . . . . . . . . . . . . . . . . . . . . . . . . . . . . . . . . . . . . . . . . . . . . . . . . . . . . . . . . . . . . . . . . . . bbox=[277, 997, 2330, 1011]
toc-entry[interactable] bbox=[23, 994, 2352, 1014]
toc-entry-number: 15. bbox=[23, 254, 39, 267]
toc-entry-number: 16.1. bbox=[55, 295, 82, 308]
toc-entry[interactable] bbox=[23, 48, 2321, 68]
toc-page-number: 247 bbox=[2437, 336, 2457, 349]
dot-leader: . . . . . . . . . . . . . . . . . . . . . . . . . . . . . . . . . . . . . . . . . . . . . . . . . . . . . . . . . . . . . . . . . . . . . . . . . . . . . . . . . . . . . . . . . . . . . . . . . . . . . . . . . . . . . . . . . . . . . . . . . . . . . . . . . . . . . . . . . . . . . . . . . . . . . . . . . . . . . . . . . . . . . . . . . . . . . . . . . . . . . . . . . . . . . . . . . . . . . . . . bbox=[239, 595, 2293, 608]
toc-page-number: 291 bbox=[2464, 977, 2484, 990]
toc-entry-title: Najważniejsze obowiązki pracodawców wobec pracowników bbox=[88, 697, 408, 711]
table-of-contents bbox=[23, 48, 2576, 1096]
toc-entry-number: 1.1. bbox=[55, 411, 75, 425]
dot-leader: . . . . . . . . . . . . . . . . . . . . . . . . . . . . . . . . . . . . . . . . . . . . . . . . . . . . . . . . . . . . . . . . . . . . . . . . . . . . . . . . . . . . . . . . . . . . . . . . . . . . . . . . . . . . . . . . . . . . . . . . . . . . . . . . . . . . . . . . . . . . . . . . . . . . . . . . . . . . . . . . . . . . . . . . . . . . . . . . . . . . . . . . . . . . . . . . . . . . . . . . bbox=[202, 70, 2256, 84]
infor-logo bbox=[246, 1130, 289, 1145]
toc-entry-number: 1.3. bbox=[55, 555, 75, 567]
toc-entry[interactable] bbox=[23, 389, 2529, 409]
toc-entry-title: Umowa na czas wykonania określonej pracy bbox=[88, 555, 324, 567]
publisher-logo bbox=[246, 1118, 478, 1150]
platform-line-1: Platforma bbox=[345, 1120, 399, 1133]
toc-entry-number: 1.3. bbox=[55, 997, 75, 1011]
toc-entry[interactable] bbox=[23, 1076, 2446, 1096]
dot-leader: . . . . . . . . . . . . . . . . . . . . . . . . . . . . . . . . . . . . . . . . . . . . . . . . . . . . . . . . . . . . . . . . . . . . . . . . . . . . . . . . . . . . . . . . . . . . . . . . . . . . . . . . . . . . . . . . . . . . . . . . . . . . . . . . . . . . . . . . . . . . . . . . . . . . . . . . . . . . . . . . . . . . . . . . . . . . . . . . . . . . . . . . . . . . . . . . . . . . . . . . bbox=[179, 656, 2232, 670]
toc-entry[interactable] bbox=[23, 816, 2353, 836]
toc-entry[interactable] bbox=[23, 592, 2315, 613]
toc-page-number: 275 bbox=[2556, 758, 2576, 771]
toc-page-number: 249 bbox=[2330, 371, 2350, 385]
toc-page-number: 251 bbox=[2509, 392, 2529, 405]
dot-leader: . . . . . . . . . . . . . . . . . . . . . . . . . . . . . . . . . . . . . . . . . . . . . . . . . . . . . . . . . . . . . . . . . . . . . . . . . . . . . . . . . . . . . . . . . . . . . . . . . . . . . . . . . . . . . . . . . . . . . . . . . . . . . . . . . . . . . . . . . . . . . . . . . . . . . . . . . . . . . . . . . . . . . . . . . . . . . . . . . . . . . . . . . . . . . . . . . . . . . . . . bbox=[340, 514, 2393, 527]
toc-entry[interactable] bbox=[23, 211, 2363, 231]
toc-entry[interactable] bbox=[23, 714, 2394, 735]
toc-page-number: 265 bbox=[2381, 555, 2401, 567]
toc-entry-number: 13. bbox=[23, 214, 39, 227]
dot-leader: . . . . . . . . . . . . . . . . . . . . . . . . . . . . . . . . . . . . . . . . . . . . . . . . . . . . . . . . . . . . . . . . . . . . . . . . . . . . . . . . . . . . . . . . . . . . . . . . . . . . . . . . . . . . . . . . . . . . . . . . . . . . . . . . . . . . . . . . . . . . . . . . . . . . . . . . . . . . . . . . . . . . . . . . . . . . . . . . . . . . . . . . . . . . . . . . . . . . . . . . bbox=[371, 915, 2408, 929]
toc-entry[interactable] bbox=[23, 653, 2255, 673]
infor-logo-line bbox=[246, 1127, 289, 1129]
dot-leader: . . . . . . . . . . . . . . . . . . . . . . . . . . . . . . . . . . . . . . . . . . . . . . . . . . . . . . . . . . . . . . . . . . . . . . . . . . . . . . . . . . . . . . . . . . . . . . . . . . . . . . . . . . . . . . . . . . . . . . . . . . . . . . . . . . . . . . . . . . . . . . . . . . . . . . . . . . . . . . . . . . . . . . . . . . . . . . . . . . . . . . . . . . . . . . . . . . . . . . . . bbox=[370, 1078, 2423, 1092]
dot-leader: . . . . . . . . . . . . . . . . . . . . . . . . . . . . . . . . . . . . . . . . . . . . . . . . . . . . . . . . . . . . . . . . . . . . . . . . . . . . . . . . . . . . . . . . . . . . . . . . . . . . . . . . . . . . . . . . . . . . . . . . . . . . . . . . . . . . . . . . . . . . . . . . . . . . . . . . . . . . . . . . . . . . . . . . . . . . . . . . . . . . . . . . . . . . . . . . . . . . . . . . bbox=[304, 636, 2357, 649]
dot-leader: . . . . . . . . . . . . . . . . . . . . . . . . . . . . . . . . . . . . . . . . . . . . . . . . . . . . . . . . . . . . . . . . . . . . . . . . . . . . . . . . . . . . . . . . . . . . . . . . . . . . . . . . . . . . . . . . . . . . . . . . . . . . . . . . . . . . . . . . . . . . . . . . . . . . . . . . . . . . . . . . . . . . . . . . . . . . . . . . . . . . . . . . . . . . . . . . . . . . . . . . bbox=[405, 798, 2457, 812]
toc-entry[interactable] bbox=[23, 877, 2352, 898]
dot-leader: . . . . . . . . . . . . . . . . . . . . . . . . . . . . . . . . . . . . . . . . . . . . . . . . . . . . . . . . . . . . . . . . . . . . . . . . . . . . . . . . . . . . . . . . . . . . . . . . . . . . . . . . . . . . . . . . . . . . . . . . . . . . . . . . . . . . . . . . . . . . . . . . . . . . . . . . . . . . . . . . . . . . . . . . . . . . . . . . . . . . . . . . . . . . . . . . . . . . . . . . bbox=[500, 758, 2553, 771]
toc-page-number: 240 bbox=[2225, 295, 2246, 308]
toc-page-number: 237 bbox=[2390, 193, 2412, 207]
toc-entry-title: Umowa pracownika tymczasowego bbox=[88, 997, 275, 1011]
toc-page-number: 254 bbox=[2340, 473, 2361, 486]
toc-page-number: 261 bbox=[2395, 514, 2416, 527]
toc-entry-title: Porozumienie między agencją a pracodawcą użytkownikiem bbox=[88, 977, 407, 990]
toc-entry-title: Wniosek Wn-D bbox=[88, 295, 168, 308]
toc-page-number: 296 bbox=[2403, 1038, 2424, 1052]
toc-entry[interactable] bbox=[23, 130, 2381, 150]
toc-entry-title: Obowiązki stron pracy tymczasowej bbox=[56, 1017, 246, 1031]
toc-page-number: 282 bbox=[2300, 839, 2321, 853]
toc-page-number: 234 bbox=[2309, 111, 2330, 125]
toc-entry[interactable] bbox=[23, 857, 2304, 877]
toc-group-2 bbox=[23, 368, 2576, 898]
website-link[interactable]: www.inforfk.pl bbox=[651, 1132, 726, 1145]
toc-entry[interactable] bbox=[23, 836, 2321, 857]
